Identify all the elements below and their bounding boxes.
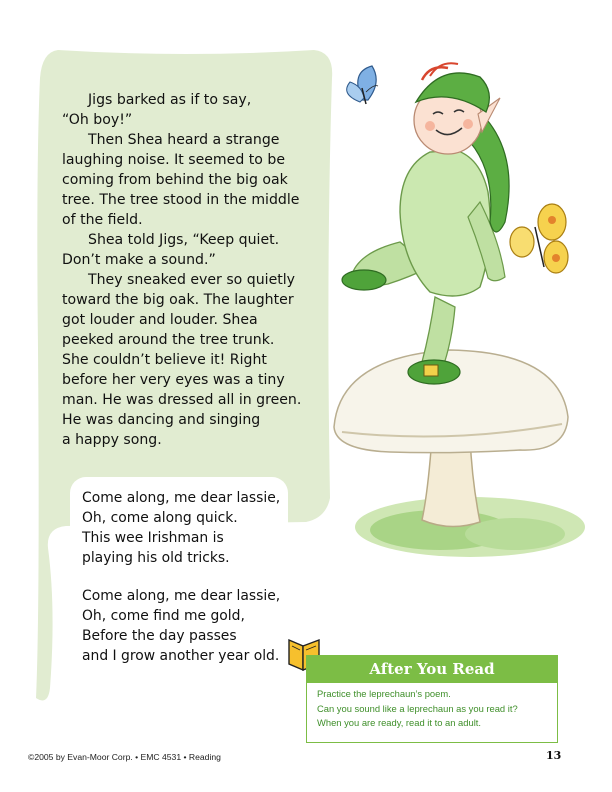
leprechaun-illustration: [330, 52, 600, 612]
story-paragraph-2: [62, 130, 312, 150]
after-you-read-instructions: [306, 683, 558, 743]
story-line: of the field.: [62, 212, 143, 228]
poem: [82, 488, 292, 684]
story-text: [62, 90, 312, 450]
story-line: They sneaked ever so quietly: [88, 272, 296, 288]
story-paragraph-1: [62, 90, 312, 110]
story-line: got louder and louder. Shea: [62, 312, 258, 328]
story-line: He was dancing and singing: [62, 412, 261, 428]
poem-line: playing his old tricks.: [82, 550, 230, 566]
butterfly-icon: [510, 204, 568, 273]
poem-line: Before the day passes: [82, 628, 237, 644]
poem-line: This wee Irishman is: [82, 530, 224, 546]
story-line: coming from behind the big oak: [62, 172, 288, 188]
story-line: “Oh boy!”: [62, 112, 133, 128]
story-line: man. He was dressed all in green.: [62, 392, 302, 408]
story-line: tree. The tree stood in the middle: [62, 192, 300, 208]
story-line: Shea told Jigs, “Keep quiet.: [88, 232, 280, 248]
story-paragraph-4: [62, 270, 312, 290]
story-line: a happy song.: [62, 432, 162, 448]
after-you-read-line: Practice the leprechaun’s poem.: [317, 688, 451, 699]
story-paragraph-3: [62, 230, 312, 250]
story-line: She couldn’t believe it! Right: [62, 352, 267, 368]
poem-line: Oh, come along quick.: [82, 510, 238, 526]
poem-line: Come along, me dear lassie,: [82, 490, 281, 506]
poem-stanza-2: [82, 586, 292, 666]
poem-line: Come along, me dear lassie,: [82, 588, 281, 604]
story-line: toward the big oak. The laughter: [62, 292, 294, 308]
poem-line: and I grow another year old.: [82, 648, 280, 664]
after-you-read-line: Can you sound like a leprechaun as you read it?: [317, 702, 518, 714]
footer-credit: ©2005 by Evan-Moor Corp. • EMC 4531 • Reading: [28, 752, 221, 762]
leprechaun-shoe-left: [342, 270, 386, 290]
story-line: Jigs barked as if to say,: [88, 92, 252, 108]
poem-stanza-1: [82, 488, 292, 568]
story-line: peeked around the tree trunk.: [62, 332, 275, 348]
story-line: before her very eyes was a tiny: [62, 372, 285, 388]
story-line: Don’t make a sound.”: [62, 252, 216, 268]
butterfly-icon: [347, 66, 378, 104]
story-line: laughing noise. It seemed to be: [62, 152, 286, 168]
poem-line: Oh, come find me gold,: [82, 608, 245, 624]
after-you-read-line: When you are ready, read it to an adult.: [317, 717, 481, 728]
story-line: Then Shea heard a strange: [88, 132, 280, 148]
after-you-read-title: After You Read: [306, 655, 558, 683]
page-number: 13: [546, 749, 562, 762]
